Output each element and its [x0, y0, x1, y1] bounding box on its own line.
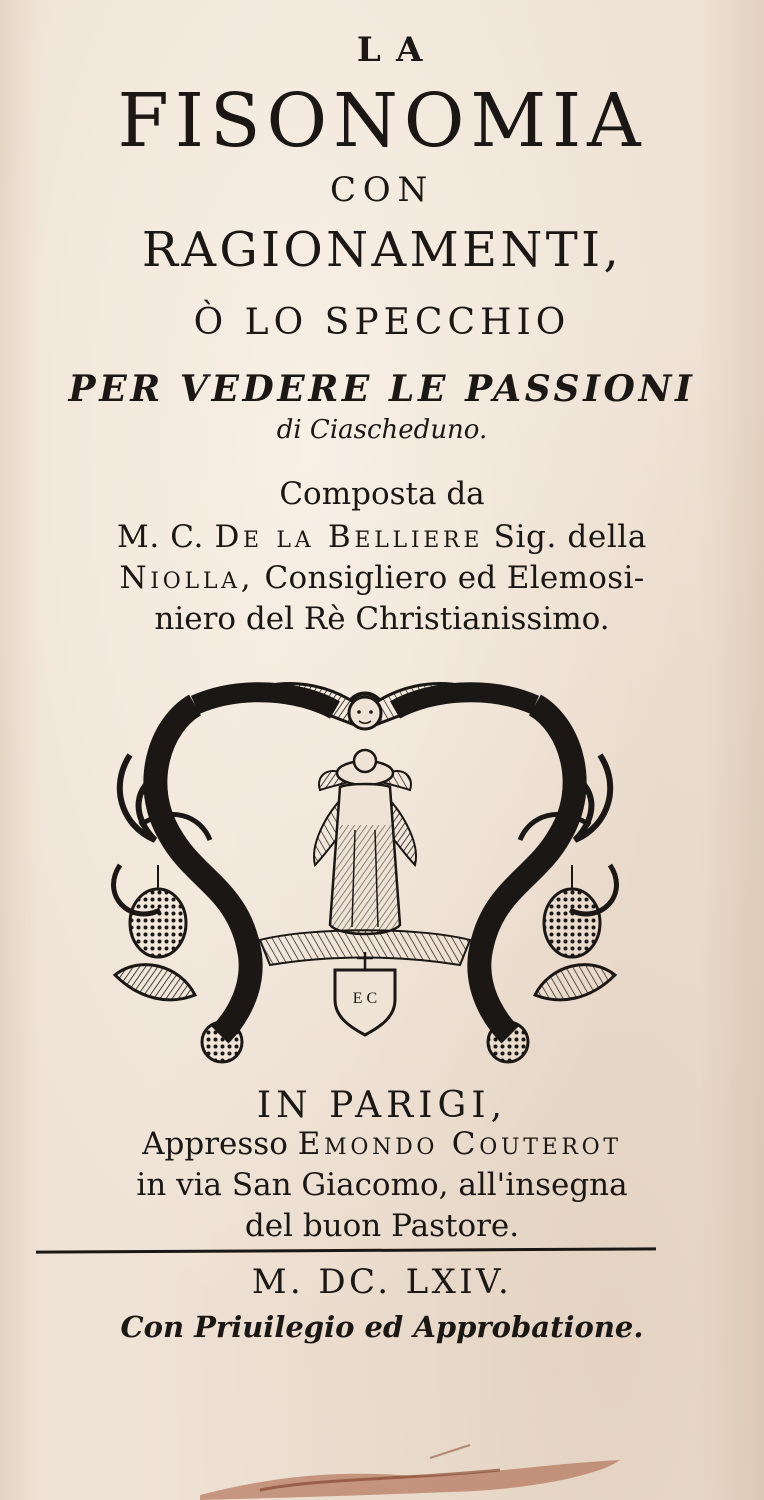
title-la: LA	[356, 30, 438, 70]
title-ciascheduno: di Ciascheduno.	[276, 415, 488, 445]
woodcut-printer-device	[100, 665, 630, 1065]
left-acanthus-scroll	[114, 692, 335, 1035]
shield-monogram: E C	[352, 990, 378, 1007]
title-specchio: Ò LO SPECCHIO	[193, 302, 571, 343]
printer-name: Emondo Couterot	[297, 1126, 622, 1162]
privilege-line: Con Priuilegio ed Approbatione.	[120, 1310, 644, 1344]
imprint-address-2: del buon Pastore.	[244, 1208, 520, 1244]
imprint-city: IN PARIGI,	[256, 1085, 508, 1126]
appresso: Appresso	[142, 1126, 288, 1162]
title-con: CON	[329, 170, 435, 210]
author-line-1	[0, 519, 764, 555]
author-office: Consigliero ed Elemosi-	[264, 560, 645, 596]
ground-and-shield	[260, 930, 470, 1035]
composta-da: Composta da	[279, 476, 485, 512]
title-passioni: PER VEDERE LE PASSIONI	[68, 368, 696, 410]
imprint-printer-line	[0, 1126, 764, 1162]
author-line-3: niero del Rè Christianissimo.	[154, 601, 610, 637]
title-fisonomia: FISONOMIA	[117, 78, 647, 164]
imprint-address-1: in via San Giacomo, all'insegna	[136, 1167, 628, 1203]
title-ragionamenti: RAGIONAMENTI,	[141, 222, 623, 278]
shepherd-figure	[314, 750, 416, 934]
author-place: Niolla,	[119, 560, 255, 596]
right-acanthus-scroll	[395, 692, 616, 1035]
author-initials: M. C.	[116, 519, 204, 555]
cherub-head	[240, 684, 490, 729]
author-name: De la Belliere	[214, 519, 484, 555]
imprint-date: M. DC. LXIV.	[251, 1262, 513, 1302]
author-title: Sig. della	[493, 519, 648, 555]
ink-stain	[200, 1440, 680, 1500]
author-line-2	[0, 560, 764, 596]
horizontal-rule	[36, 1247, 656, 1253]
